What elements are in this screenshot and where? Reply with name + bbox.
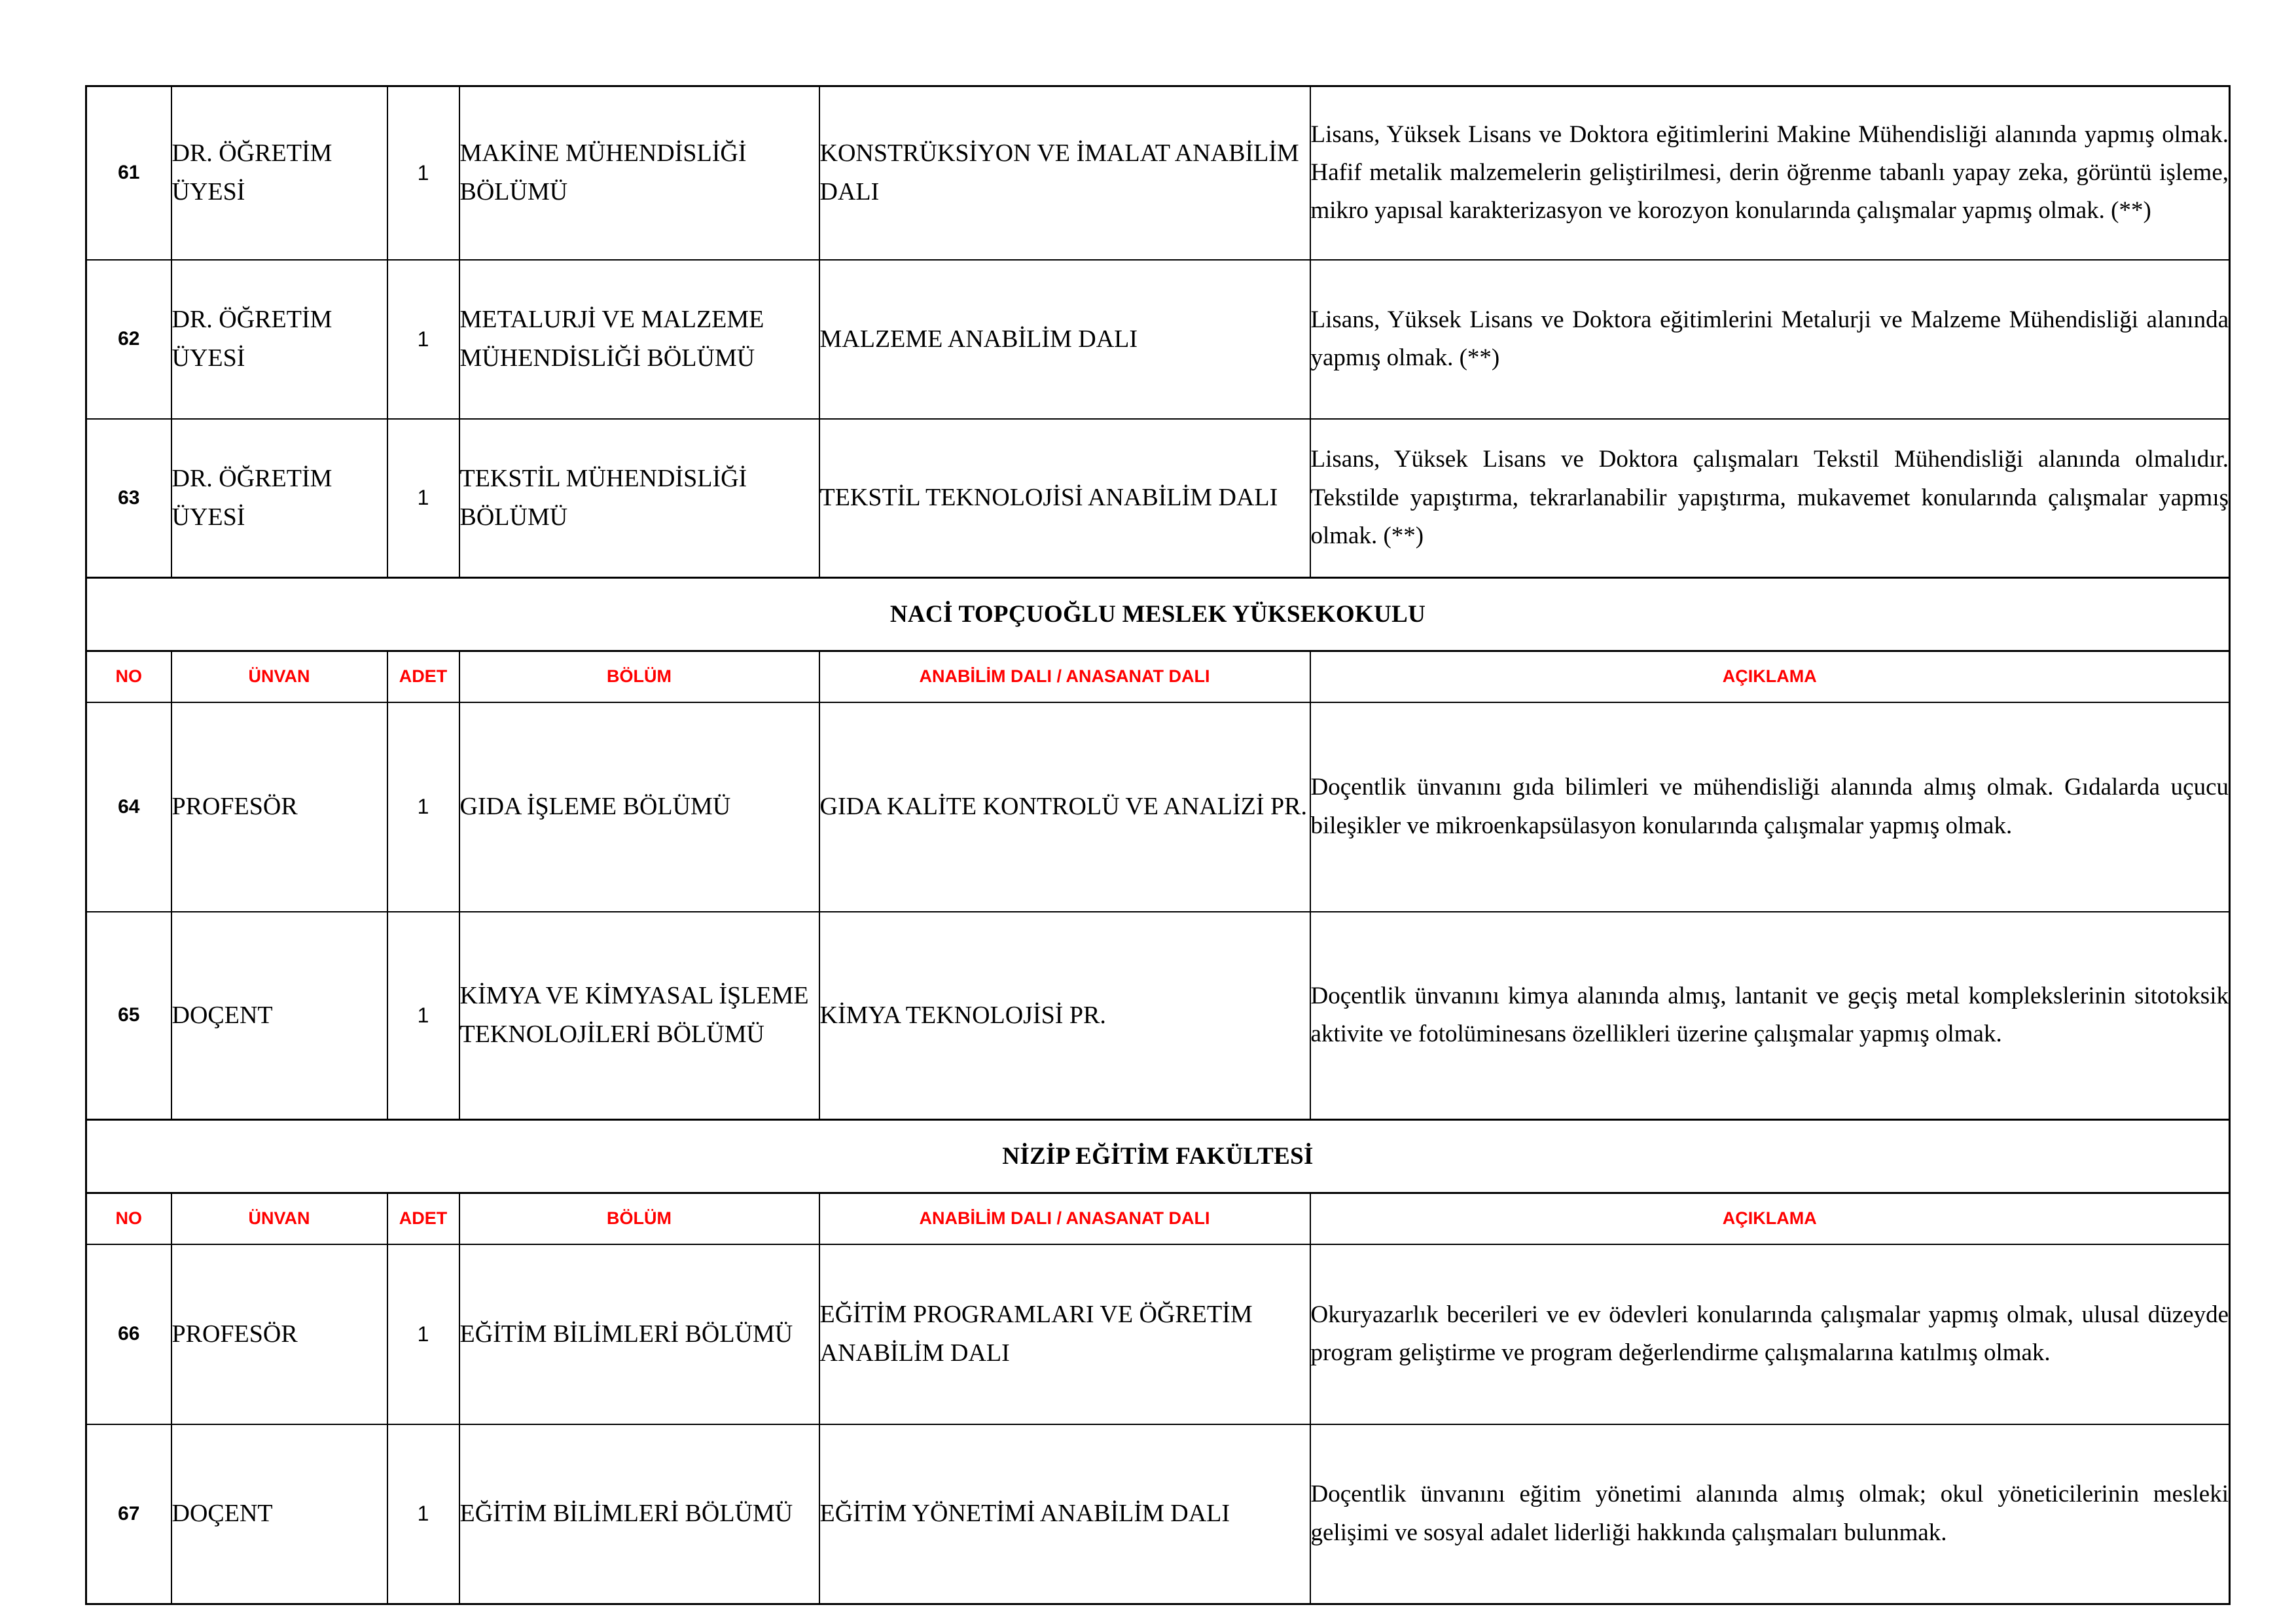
row-number-cell: 65	[86, 912, 171, 1120]
section-banner-row	[86, 1120, 2230, 1193]
column-header-row	[86, 1193, 2230, 1244]
row-department-cell: TEKSTİL MÜHENDİSLİĞİ BÖLÜMÜ	[459, 419, 819, 578]
row-program-cell: KONSTRÜKSİYON VE İMALAT ANABİLİM DALI	[819, 86, 1310, 260]
table-row	[86, 86, 2230, 260]
row-count-cell: 1	[387, 702, 459, 912]
row-description-cell: Doçentlik ünvanını kimya alanında almış, lantanit ve geçiş metal komplekslerinin sitotoksik aktivite ve fotolüminesans özellikleri üzerine çalışmalar yapmış olmak.	[1310, 912, 2230, 1120]
section-banner-naci-topcuoglu: NACİ TOPÇUOĞLU MESLEK YÜKSEKOKULU	[86, 578, 2230, 651]
column-header-adet: ADET	[387, 1193, 459, 1244]
column-header-no: NO	[86, 651, 171, 702]
row-program-cell: MALZEME ANABİLİM DALI	[819, 260, 1310, 419]
row-department-cell: EĞİTİM BİLİMLERİ BÖLÜMÜ	[459, 1244, 819, 1424]
row-title-cell: DR. ÖĞRETİM ÜYESİ	[171, 86, 387, 260]
column-header-adet: ADET	[387, 651, 459, 702]
row-program-cell: KİMYA TEKNOLOJİSİ PR.	[819, 912, 1310, 1120]
column-header-unvan: ÜNVAN	[171, 651, 387, 702]
row-title-cell: DR. ÖĞRETİM ÜYESİ	[171, 260, 387, 419]
column-header-no: NO	[86, 1193, 171, 1244]
row-title-cell: PROFESÖR	[171, 1244, 387, 1424]
row-description-cell: Doçentlik ünvanını eğitim yönetimi alanında almış olmak; okul yöneticilerinin mesleki gelişimi ve sosyal adalet liderliği hakkında çalışmaları bulunmak.	[1310, 1424, 2230, 1604]
row-program-cell: GIDA KALİTE KONTROLÜ VE ANALİZİ PR.	[819, 702, 1310, 912]
table-row	[86, 1424, 2230, 1604]
row-count-cell: 1	[387, 86, 459, 260]
section-banner-row	[86, 578, 2230, 651]
row-count-cell: 1	[387, 912, 459, 1120]
row-program-cell: EĞİTİM YÖNETİMİ ANABİLİM DALI	[819, 1424, 1310, 1604]
column-header-bolum: BÖLÜM	[459, 1193, 819, 1244]
table-row	[86, 1244, 2230, 1424]
row-department-cell: METALURJİ VE MALZEME MÜHENDİSLİĞİ BÖLÜMÜ	[459, 260, 819, 419]
column-header-anabilim: ANABİLİM DALI / ANASANAT DALI	[819, 651, 1310, 702]
row-number-cell: 67	[86, 1424, 171, 1604]
column-header-bolum: BÖLÜM	[459, 651, 819, 702]
row-title-cell: DR. ÖĞRETİM ÜYESİ	[171, 419, 387, 578]
row-number-cell: 61	[86, 86, 171, 260]
row-number-cell: 64	[86, 702, 171, 912]
column-header-row	[86, 651, 2230, 702]
row-description-cell: Lisans, Yüksek Lisans ve Doktora eğitimlerini Metalurji ve Malzeme Mühendisliği alanında yapmış olmak. (**)	[1310, 260, 2230, 419]
row-department-cell: MAKİNE MÜHENDİSLİĞİ BÖLÜMÜ	[459, 86, 819, 260]
row-number-cell: 63	[86, 419, 171, 578]
row-count-cell: 1	[387, 260, 459, 419]
table-row	[86, 419, 2230, 578]
table-row	[86, 912, 2230, 1120]
section-banner-nizip-egitim: NİZİP EĞİTİM FAKÜLTESİ	[86, 1120, 2230, 1193]
row-count-cell: 1	[387, 1424, 459, 1604]
row-title-cell: DOÇENT	[171, 1424, 387, 1604]
row-count-cell: 1	[387, 1244, 459, 1424]
row-description-cell: Okuryazarlık becerileri ve ev ödevleri konularında çalışmalar yapmış olmak, ulusal düzeyde program geliştirme ve program değerlendirme çalışmalarına katılmış olmak.	[1310, 1244, 2230, 1424]
row-count-cell: 1	[387, 419, 459, 578]
column-header-aciklama: AÇIKLAMA	[1310, 1193, 2230, 1244]
row-description-cell: Lisans, Yüksek Lisans ve Doktora çalışmaları Tekstil Mühendisliği alanında olmalıdır. Tekstilde yapıştırma, tekrarlanabilir yapıştırma, mukavemet konularında çalışmalar yapmış olmak. (**)	[1310, 419, 2230, 578]
column-header-anabilim: ANABİLİM DALI / ANASANAT DALI	[819, 1193, 1310, 1244]
row-department-cell: KİMYA VE KİMYASAL İŞLEME TEKNOLOJİLERİ BÖLÜMÜ	[459, 912, 819, 1120]
row-number-cell: 66	[86, 1244, 171, 1424]
row-title-cell: PROFESÖR	[171, 702, 387, 912]
row-program-cell: EĞİTİM PROGRAMLARI VE ÖĞRETİM ANABİLİM DALI	[819, 1244, 1310, 1424]
column-header-aciklama: AÇIKLAMA	[1310, 651, 2230, 702]
table-row	[86, 702, 2230, 912]
academic-positions-table	[85, 85, 2231, 1605]
column-header-unvan: ÜNVAN	[171, 1193, 387, 1244]
row-number-cell: 62	[86, 260, 171, 419]
row-description-cell: Lisans, Yüksek Lisans ve Doktora eğitimlerini Makine Mühendisliği alanında yapmış olmak. Hafif metalik malzemelerin geliştirilmesi, derin öğrenme tabanlı yapay zeka, görüntü işleme, mikro yapısal karakterizasyon ve korozyon konularında çalışmalar yapmış olmak. (**)	[1310, 86, 2230, 260]
table-row	[86, 260, 2230, 419]
row-department-cell: GIDA İŞLEME BÖLÜMÜ	[459, 702, 819, 912]
row-description-cell: Doçentlik ünvanını gıda bilimleri ve mühendisliği alanında almış olmak. Gıdalarda uçucu bileşikler ve mikroenkapsülasyon konularında çalışmalar yapmış olmak.	[1310, 702, 2230, 912]
row-title-cell: DOÇENT	[171, 912, 387, 1120]
row-program-cell: TEKSTİL TEKNOLOJİSİ ANABİLİM DALI	[819, 419, 1310, 578]
row-department-cell: EĞİTİM BİLİMLERİ BÖLÜMÜ	[459, 1424, 819, 1604]
